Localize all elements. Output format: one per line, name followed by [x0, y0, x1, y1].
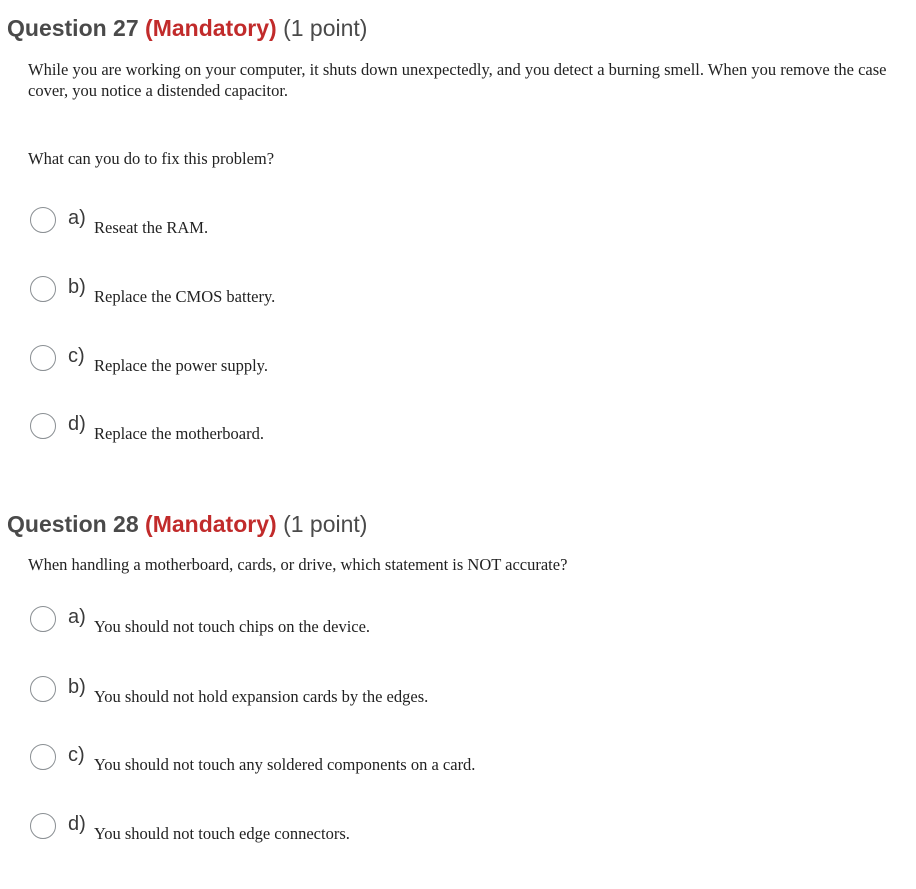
answer-text: Replace the motherboard. [94, 424, 264, 443]
answer-text: Replace the power supply. [94, 356, 268, 375]
question-title: Question 27 [7, 15, 139, 41]
radio-button[interactable] [30, 345, 56, 371]
question-header [7, 13, 367, 43]
answer-letter: d) [68, 813, 86, 835]
answer-text: Reseat the RAM. [94, 218, 209, 237]
answer-letter: c) [68, 744, 85, 766]
question-header [7, 509, 367, 539]
answer-option-a[interactable] [30, 207, 870, 239]
question-title: Question 28 [7, 511, 139, 537]
points-label: (1 point) [283, 15, 368, 41]
points-label: (1 point) [283, 511, 368, 537]
answer-text: You should not touch any soldered components on a card. [94, 755, 476, 774]
answer-letter: a) [68, 606, 86, 628]
answer-option-d[interactable] [30, 413, 870, 445]
answer-option-c[interactable] [30, 345, 870, 377]
answer-option-b[interactable] [30, 276, 870, 308]
answer-text: You should not touch chips on the device. [94, 617, 371, 636]
radio-button[interactable] [30, 413, 56, 439]
question-text: While you are working on your computer, it shuts down unexpectedly, and you detect a burning smell. When you remove the case cover, you notice a distended capacitor. [28, 60, 887, 100]
answer-letter: c) [68, 345, 85, 367]
answer-letter: d) [68, 413, 86, 435]
radio-button[interactable] [30, 276, 56, 302]
mandatory-label: (Mandatory) [145, 15, 277, 41]
answer-text: You should not hold expansion cards by the edges. [94, 687, 429, 706]
answer-option-d[interactable] [30, 813, 870, 845]
radio-button[interactable] [30, 606, 56, 632]
answer-letter: a) [68, 207, 86, 229]
answer-text: Replace the CMOS battery. [94, 287, 276, 306]
answer-text: You should not touch edge connectors. [94, 824, 350, 843]
radio-button[interactable] [30, 813, 56, 839]
radio-button[interactable] [30, 676, 56, 702]
answer-option-b[interactable] [30, 676, 870, 708]
answer-letter: b) [68, 276, 86, 298]
mandatory-label: (Mandatory) [145, 511, 277, 537]
answer-option-c[interactable] [30, 744, 870, 776]
radio-button[interactable] [30, 744, 56, 770]
question-prompt: What can you do to fix this problem? [28, 149, 275, 168]
answer-option-a[interactable] [30, 606, 870, 638]
radio-button[interactable] [30, 207, 56, 233]
question-text: When handling a motherboard, cards, or drive, which statement is NOT accurate? [28, 555, 568, 574]
answer-letter: b) [68, 676, 86, 698]
